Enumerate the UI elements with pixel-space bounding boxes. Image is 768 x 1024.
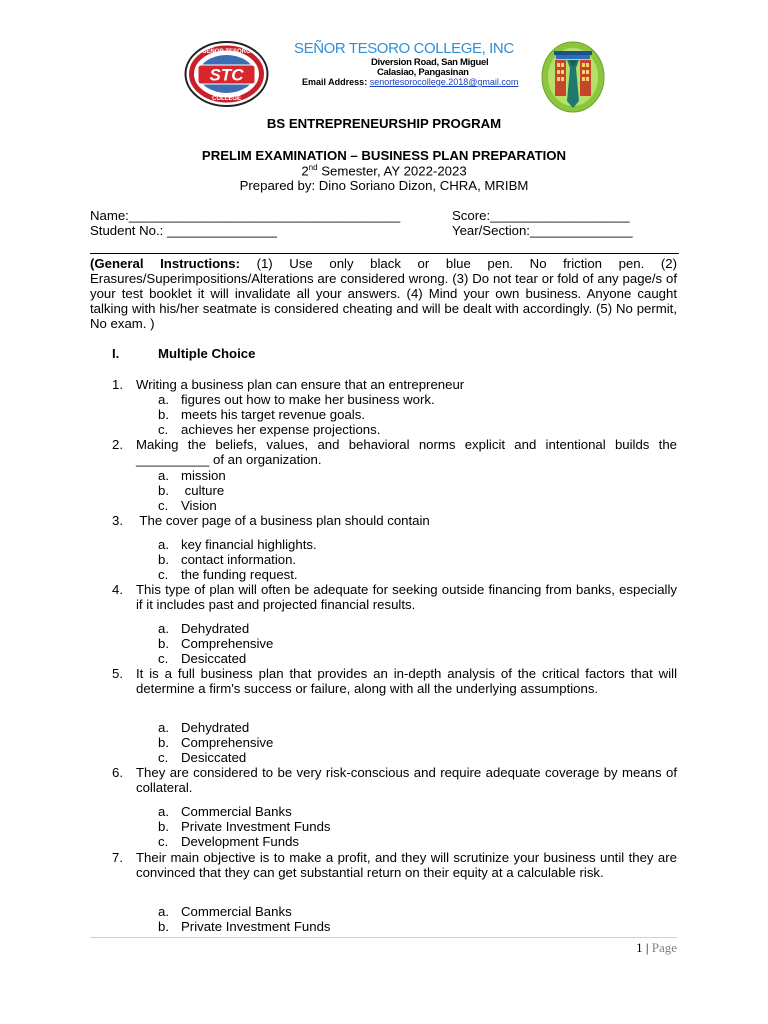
question-3: 3. The cover page of a business plan should contain — [112, 513, 430, 528]
option-1c[interactable]: c. achieves her expense projections. — [158, 422, 381, 437]
question-6: 6. They are considered to be very risk-conscious and require adequate coverage by means of collateral. — [112, 765, 677, 795]
department-emblem-logo — [541, 41, 605, 113]
address-line-2: Calasiao, Pangasinan — [377, 67, 469, 78]
semester-line: 2nd Semester, AY 2022-2023 — [301, 163, 467, 179]
option-1a[interactable]: a. figures out how to make her business work. — [158, 392, 435, 407]
email-label: Email Address: — [302, 77, 368, 87]
option-3b[interactable]: b. contact information. — [158, 552, 297, 567]
option-5b[interactable]: b. Comprehensive — [158, 735, 274, 750]
question-4: 4. This type of plan will often be adequate for seeking outside financing from banks, especially if it includes past and projected financial results. — [112, 582, 677, 612]
logo-stc-text: STC — [209, 65, 244, 85]
option-4b[interactable]: b. Comprehensive — [158, 636, 274, 651]
student-no-field[interactable]: Student No.: _______________ — [90, 223, 277, 238]
page-label: Page — [651, 940, 677, 955]
option-4a[interactable]: a. Dehydrated — [158, 621, 250, 636]
option-5a[interactable]: a. Dehydrated — [158, 720, 250, 735]
option-2a[interactable]: a. mission — [158, 468, 226, 483]
section-numeral: I. — [112, 346, 120, 361]
footer-divider — [90, 937, 677, 938]
option-5c[interactable]: c. Desiccated — [158, 750, 247, 765]
question-1: 1. Writing a business plan can ensure that an entrepreneur — [112, 377, 465, 392]
address-line-1: Diversion Road, San Miguel — [371, 57, 489, 68]
svg-text:SEÑOR TESORO: SEÑOR TESORO — [202, 49, 251, 55]
college-seal-logo — [184, 40, 269, 108]
prepared-by: Prepared by: Dino Soriano Dizon, CHRA, MRIBM — [239, 178, 529, 193]
page-footer: 1 | Page — [636, 940, 677, 955]
option-3c[interactable]: c. the funding request. — [158, 567, 298, 582]
option-7b[interactable]: b. Private Investment Funds — [158, 919, 331, 934]
question-2: 2. Making the beliefs, values, and behavioral norms explicit and intentional builds the __________ of an organization. — [112, 437, 677, 467]
section-title: Multiple Choice — [158, 346, 256, 361]
general-instructions: (General Instructions: (1) Use only black or blue pen. No friction pen. (2) Erasures/Superimpositions/Alterations are considered wrong. (3) Do not tear or fold of any page/s of your test booklet it will invalidate all your answers. (4) Mind your own business. Anyone caught talking with his/her seatmate is considered cheating and will be dealt with accordingly. (5) No permit, No exam. ) — [90, 256, 677, 331]
question-7: 7. Their main objective is to make a profit, and they will scrutinize your business until they are convinced that they can get substantial return on their equity at a calculable risk. — [112, 850, 677, 880]
score-field[interactable]: Score:___________________ — [452, 208, 630, 223]
option-6b[interactable]: b. Private Investment Funds — [158, 819, 331, 834]
option-2b[interactable]: b. culture — [158, 483, 225, 498]
question-5: 5. It is a full business plan that provides an in-depth analysis of the critical factors that will determine a firm's success or failure, along with all the underlying assumptions. — [112, 666, 677, 696]
school-name: SEÑOR TESORO COLLEGE, INC — [294, 40, 514, 57]
option-1b[interactable]: b. meets his target revenue goals. — [158, 407, 365, 422]
option-3a[interactable]: a. key financial highlights. — [158, 537, 317, 552]
svg-text:COLLEGE: COLLEGE — [211, 96, 242, 102]
email-line — [302, 77, 518, 87]
name-field[interactable]: Name:_____________________________________ — [90, 208, 401, 223]
option-2c[interactable]: c. Vision — [158, 498, 217, 513]
program-title: BS ENTREPRENEURSHIP PROGRAM — [266, 116, 502, 131]
option-6a[interactable]: a. Commercial Banks — [158, 804, 292, 819]
option-7a[interactable]: a. Commercial Banks — [158, 904, 292, 919]
exam-title: PRELIM EXAMINATION – BUSINESS PLAN PREPARATION — [201, 148, 567, 163]
page-number: 1 — [636, 940, 643, 955]
option-4c[interactable]: c. Desiccated — [158, 651, 247, 666]
year-section-field[interactable]: Year/Section:______________ — [452, 223, 633, 238]
option-6c[interactable]: c. Development Funds — [158, 834, 300, 849]
divider-line — [90, 253, 679, 254]
email-link[interactable]: senortesorocollege.2018@gmail.com — [369, 77, 519, 87]
